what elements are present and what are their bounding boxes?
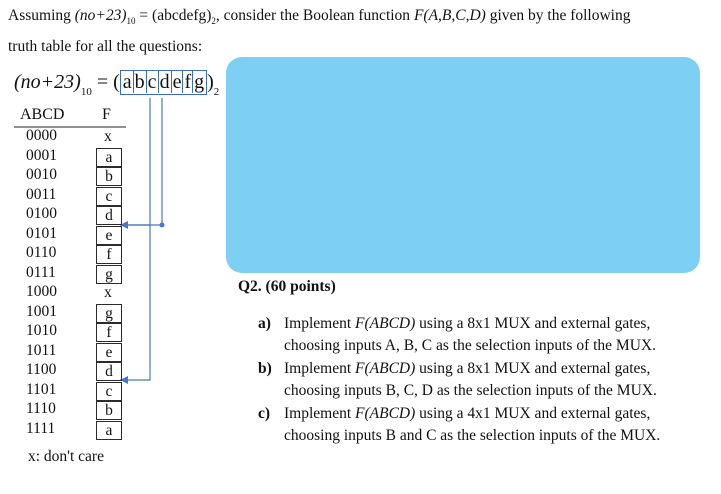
row-abcd-1101: 1101 <box>26 380 57 398</box>
part-line-2: choosing inputs B and C as the selection inputs of the MUX. <box>284 427 661 444</box>
part-line-1: using a 8x1 MUX and external gates, <box>419 315 651 332</box>
row-f-0101: e <box>96 226 122 245</box>
intro-eq-mid: = (abcdefg) <box>135 7 212 24</box>
part-function: F(ABCD) <box>355 315 420 332</box>
row-f-0011: c <box>96 187 122 206</box>
row-abcd-0110: 0110 <box>26 244 57 261</box>
row-abcd-1110: 1110 <box>26 400 56 417</box>
equation-bit-g: g <box>194 71 205 93</box>
row-f-1010: f <box>96 323 122 342</box>
intro-eq-left: (no+23) <box>74 7 127 24</box>
row-abcd-0111: 0111 <box>26 263 56 281</box>
row-abcd-0100: 0100 <box>26 205 57 222</box>
part-line-2: choosing inputs A, B, C as the selection inputs of the MUX. <box>284 337 656 354</box>
row-f-0110: f <box>96 245 122 264</box>
row-abcd-1010: 1010 <box>26 322 57 339</box>
equation-bit-c: c <box>147 71 157 93</box>
equation-bit-f: f <box>184 71 192 93</box>
row-f-0111: g <box>96 265 122 284</box>
part-line-2: choosing inputs B, C, D as the selection inputs of the MUX. <box>284 382 657 399</box>
row-abcd-1011: 1011 <box>26 341 57 359</box>
part-line-1: using a 4x1 MUX and external gates, <box>419 405 651 422</box>
part-verb: Implement <box>284 405 356 422</box>
part-function: F(ABCD) <box>355 405 420 422</box>
part-line-1: using a 8x1 MUX and external gates, <box>419 360 651 377</box>
row-f-1000: x <box>104 284 112 301</box>
question-part-a <box>258 313 698 357</box>
row-abcd-1100: 1100 <box>26 361 57 378</box>
equation-bit-d: d <box>159 71 170 93</box>
part-verb: Implement <box>284 360 356 377</box>
equation-bit-e: e <box>172 71 182 93</box>
row-abcd-1000: 1000 <box>26 283 57 300</box>
header-f: F <box>102 106 111 123</box>
row-f-0100: d <box>96 206 122 225</box>
row-abcd-0000: 0000 <box>26 127 57 144</box>
redacted-region <box>226 57 700 273</box>
equation-bit-b: b <box>134 71 145 93</box>
equation-left-sub: 10 <box>80 86 92 98</box>
row-abcd-0010: 0010 <box>26 166 57 183</box>
row-f-0000: x <box>104 128 112 145</box>
row-f-1011: e <box>96 343 122 362</box>
equation-bit-a: a <box>122 71 132 93</box>
question-title: Q2. (60 points) <box>238 278 336 295</box>
row-f-0001: a <box>96 148 122 167</box>
intro-eq-sub2: 2 <box>211 16 216 27</box>
equation-right-sub: 2 <box>213 86 220 98</box>
row-abcd-1001: 1001 <box>26 302 57 320</box>
intro-text-3: given by the following <box>489 7 631 24</box>
part-label: a) <box>258 315 271 332</box>
row-f-0010: b <box>96 167 122 186</box>
row-f-1100: d <box>96 362 122 381</box>
question-part-c <box>258 403 698 447</box>
part-verb: Implement <box>284 315 356 332</box>
row-abcd-0011: 0011 <box>26 185 57 203</box>
part-label: b) <box>258 360 272 377</box>
dont-care-legend: x: don't care <box>28 448 104 465</box>
row-f-1111: a <box>96 421 122 440</box>
row-f-1101: c <box>96 382 122 401</box>
connector-bracket-upper <box>120 98 162 225</box>
row-abcd-0101: 0101 <box>26 224 57 242</box>
connector-bracket-lower <box>120 98 150 380</box>
header-abcd: ABCD <box>20 106 65 123</box>
equation-equals: = <box>96 71 109 93</box>
junction-dot <box>160 223 165 228</box>
equation-right: ( a b c d e f g ) <box>113 71 214 93</box>
intro-eq-sub1: 10 <box>126 16 136 27</box>
intro-func: F(A,B,C,D) <box>413 7 486 24</box>
part-label: c) <box>258 405 271 422</box>
part-function: F(ABCD) <box>355 360 420 377</box>
row-abcd-1111: 1111 <box>26 419 56 437</box>
row-f-1001: g <box>96 304 122 323</box>
question-part-b <box>258 358 698 402</box>
row-f-1110: b <box>96 401 122 420</box>
intro-text-1: Assuming <box>8 7 71 24</box>
equation-left: (no+23) <box>14 71 81 93</box>
intro-text-2: , consider the Boolean function <box>215 7 411 24</box>
row-abcd-0001: 0001 <box>26 146 57 164</box>
intro-text-4: truth table for all the questions: <box>8 38 203 56</box>
